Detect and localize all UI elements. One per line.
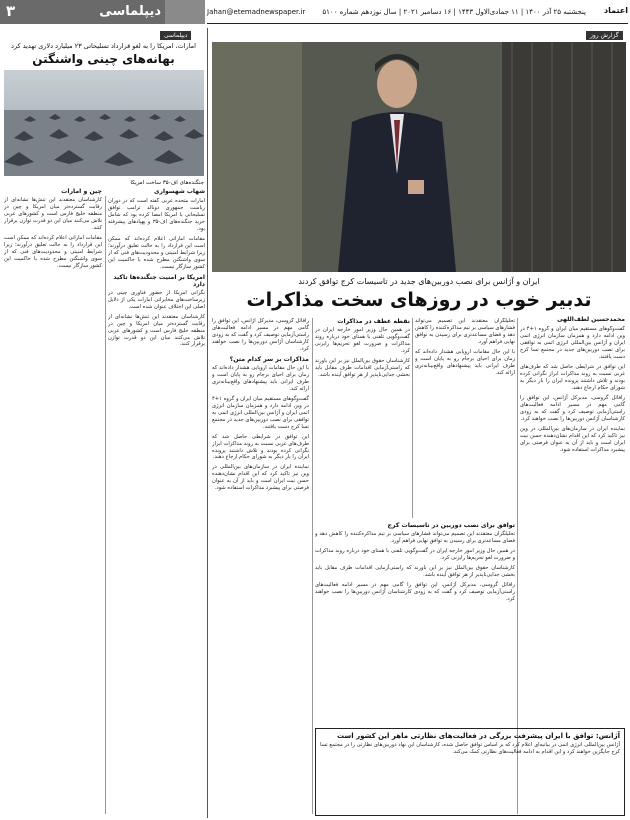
left-kicker: دیپلماسی [160, 31, 191, 40]
main-paragraph: این توافق در شرایطی حاصل شد که طرف‌های غربی نسبت به روند مذاکرات ابراز نگرانی کرده بودند و تلاش داشتند پرونده ایران را بار دیگر به شورای حکام ارجاع دهند. [520, 363, 625, 391]
main-paragraph: با این حال مقامات اروپایی هشدار داده‌اند که زمان برای احیای برجام رو به پایان است و طرف ایرانی باید پیشنهادهای واقع‌بینانه‌تری ارائه کند. [212, 364, 309, 392]
main-paragraph: نماینده ایران در سازمان‌های بین‌المللی در وین نیز تاکید کرد که این اقدام نشان‌دهنده حسن نیت ایران است و باید از آن به عنوان فرصتی برای پیشبرد مذاکرات استفاده شود. [212, 464, 309, 492]
main-text-column-4 [212, 318, 309, 814]
main-subheadline: ایران و آژانس برای نصب دوربین‌های جدید در تاسیسات کرج توافق کردند [298, 277, 540, 286]
left-headline: بهانه‌های چینی واشنگتن [32, 52, 175, 66]
main-subhead: نقطه عطف در مذاکرات [337, 318, 410, 325]
left-paragraph: کارشناسان معتقدند این تنش‌ها نشانه‌ای از رقابت گسترده‌تر میان امریکا و چین در منطقه خلیج فارس است و کشورهای عربی تلاش می‌کنند میان این دو قدرت توازن برقرار کنند. [4, 197, 102, 231]
left-paragraph: مقامات اماراتی اعلام کرده‌اند که ممکن است این قرارداد را به حالت تعلیق درآورند؛ زیرا شرایط امنیتی و محدودیت‌های فنی که از سوی واشنگتن مطرح شده با حاکمیت این کشور سازگار نیست. [4, 234, 102, 269]
main-paragraph: گفت‌وگوهای مستقیم میان ایران و گروه ۱+۴ در وین ادامه دارد و همزمان سازمان انرژی اتمی ایران و آژانس بین‌المللی انرژی اتمی به توافقی برای نصب دوربین‌های جدید در مجتمع تسا کرج دست یافتند. [520, 326, 625, 360]
main-paragraph: رافائل گروسی، مدیرکل آژانس، این توافق را گامی مهم در مسیر ادامه فعالیت‌های راستی‌آزمایی توصیف کرد و گفت که به زودی کارشناسان آژانس دوربین‌ها را نصب خواهند کرد. [315, 581, 515, 602]
left-byline: شهاب شهسواری [154, 188, 205, 195]
main-paragraph: کارشناسان حقوق بین‌الملل نیز بر این باورند که راستی‌آزمایی اقدامات طرف مقابل باید بخشی جدایی‌ناپذیر از هر توافق آینده باشد. [315, 357, 410, 378]
section-header-bar [0, 0, 205, 24]
main-headline: تدبیر خوب در روزهای سخت مذاکرات [246, 289, 592, 311]
header-accent-block [165, 0, 205, 24]
main-subhead: توافق برای نصب دوربین در تاسیسات کرج [387, 522, 515, 529]
box-text: آژانس بین‌المللی انرژی اتمی در بیانیه‌ای اعلام کرد که بر اساس توافق حاصل شده، کارشناسان این نهاد دوربین‌های نظارتی را در مجتمع تسا کرج جایگزین خواهند کرد و این اقدام به ادامه فعالیت‌های نظارتی کمک می‌کند. [320, 742, 620, 755]
main-paragraph: نماینده ایران در سازمان‌های بین‌المللی در وین نیز تاکید کرد که این اقدام نشان‌دهنده حسن نیت ایران است و باید از آن به عنوان فرصتی برای پیشبرد مذاکرات استفاده شود. [520, 425, 625, 453]
email-link[interactable]: Jahan@etemadnewspaper.ir [207, 8, 306, 16]
main-paragraph: رافائل گروسی، مدیرکل آژانس، این توافق را گامی مهم در مسیر ادامه فعالیت‌های راستی‌آزمایی توصیف کرد و گفت که به زودی کارشناسان آژانس دوربین‌ها را نصب خواهند کرد. [520, 394, 625, 422]
column-divider [412, 318, 413, 518]
main-subhead: مذاکرات بر سر کدام متن؟ [229, 355, 309, 363]
main-paragraph: رافائل گروسی، مدیرکل آژانس، این توافق را گامی مهم در مسیر ادامه فعالیت‌های راستی‌آزمایی توصیف کرد و گفت که به زودی کارشناسان آژانس دوربین‌ها را نصب خواهند کرد. [212, 318, 309, 352]
main-text-column-2 [415, 318, 515, 518]
header-rule [207, 23, 628, 24]
column-divider [312, 318, 313, 814]
left-paragraph: مقامات اماراتی اعلام کرده‌اند که ممکن است این قرارداد را به حالت تعلیق درآورند؛ زیرا شرایط امنیتی و محدودیت‌های فنی که از سوی واشنگتن مطرح شده با حاکمیت این کشور سازگار نیست. [108, 235, 205, 270]
main-text-lower [315, 522, 515, 722]
left-text-column-right [108, 198, 205, 814]
column-divider [105, 196, 106, 814]
main-byline: محمدحسین لطف‌اللهی [557, 316, 625, 323]
box-headline: آژانس: توافق با ایران پیشرفت بزرگی در فعالیت‌های نظارتی ماهر این کشور است [336, 732, 620, 740]
left-paragraph: امارات متحده عربی گفته است که در دوران ریاست جمهوری دونالد ترامپ توافق تسلیحاتی با امریکا امضا کرده بود که شامل خرید جنگنده‌های اف-۳۵ و پهپادهای پیشرفته بود. [108, 198, 205, 232]
main-paragraph: در همین حال وزیر امور خارجه ایران در گفت‌وگویی تلفنی با همتای خود درباره روند مذاکرات و ضرورت لغو تحریم‌ها رایزنی کرد. [315, 547, 515, 561]
main-paragraph: گفت‌وگوهای مستقیم میان ایران و گروه ۱+۴ در وین ادامه دارد و همزمان سازمان انرژی اتمی ایران و آژانس بین‌المللی انرژی اتمی به توافقی برای نصب دوربین‌های جدید در مجتمع تسا کرج دست یافتند. [212, 395, 309, 430]
jets-photo [4, 70, 204, 176]
left-photo-caption: جنگنده‌های اف-۳۵ ساخت امریکا [130, 180, 204, 186]
main-paragraph: تحلیلگران معتقدند این تصمیم می‌تواند فشارهای سیاسی بر تیم مذاکره‌کننده را کاهش دهد و فضای مساعدتری برای رسیدن به توافق نهایی فراهم آورد. [415, 318, 515, 345]
left-subhead: چین و امارات [61, 188, 102, 195]
issue-date: پنجشنبه ۲۵ آذر ۱۴۰۰ | ۱۱ جمادی‌الاول ۱۴۴۳ | ۱۶ دسامبر ۲۰۲۱ | سال نوزدهم شماره ۵۱۰۰ [322, 8, 586, 16]
left-paragraph: نگرانی امریکا از حضور فناوری چینی در زیرساخت‌های مخابراتی امارات یکی از دلایل اصلی این اختلاف عنوان شده است. [108, 289, 205, 310]
man-walking-photo [212, 42, 626, 272]
main-kicker: گزارش روز [586, 31, 623, 40]
left-subheadline: امارات، امریکا را به لغو قرارداد تسلیحاتی ۲۳ میلیارد دلاری تهدید کرد [11, 42, 196, 50]
main-paragraph: تحلیلگران معتقدند این تصمیم می‌تواند فشارهای سیاسی بر تیم مذاکره‌کننده را کاهش دهد و فضای مساعدتری برای رسیدن به توافق نهایی فراهم آورد. [315, 531, 515, 544]
left-text-column-left [4, 188, 102, 814]
left-paragraph: کارشناسان معتقدند این تنش‌ها نشانه‌ای از رقابت گسترده‌تر میان امریکا و چین در منطقه خلیج فارس است و کشورهای عربی تلاش می‌کنند میان این دو قدرت توازن برقرار کنند. [108, 313, 205, 348]
main-text-column-3 [315, 318, 410, 518]
newspaper-logo: اعتماد [604, 6, 628, 15]
masthead-line [207, 6, 628, 20]
left-subhead: امریکا بر امنیت جنگنده‌ها تاکید دارد [113, 273, 205, 288]
main-paragraph: کارشناسان حقوق بین‌الملل نیز بر این باورند که راستی‌آزمایی اقدامات طرف مقابل باید بخشی جدایی‌ناپذیر از هر توافق آینده باشد. [315, 564, 515, 578]
main-paragraph: این توافق در شرایطی حاصل شد که طرف‌های غربی نسبت به روند مذاکرات ابراز نگرانی کرده بودند و تلاش داشتند پرونده ایران را بار دیگر به شورای حکام ارجاع دهند. [212, 433, 309, 461]
main-paragraph: در همین حال وزیر امور خارجه ایران در گفت‌وگویی تلفنی با همتای خود درباره روند مذاکرات و ضرورت لغو تحریم‌ها رایزنی کرد. [315, 327, 410, 354]
section-title: دیپلماسی [99, 4, 161, 19]
section-divider [207, 28, 208, 818]
main-paragraph: با این حال مقامات اروپایی هشدار داده‌اند که زمان برای احیای برجام رو به پایان است و طرف ایرانی باید پیشنهادهای واقع‌بینانه‌تری ارائه کند. [415, 348, 515, 376]
sidebar-box [315, 728, 625, 816]
page-number: ۳ [6, 2, 16, 20]
